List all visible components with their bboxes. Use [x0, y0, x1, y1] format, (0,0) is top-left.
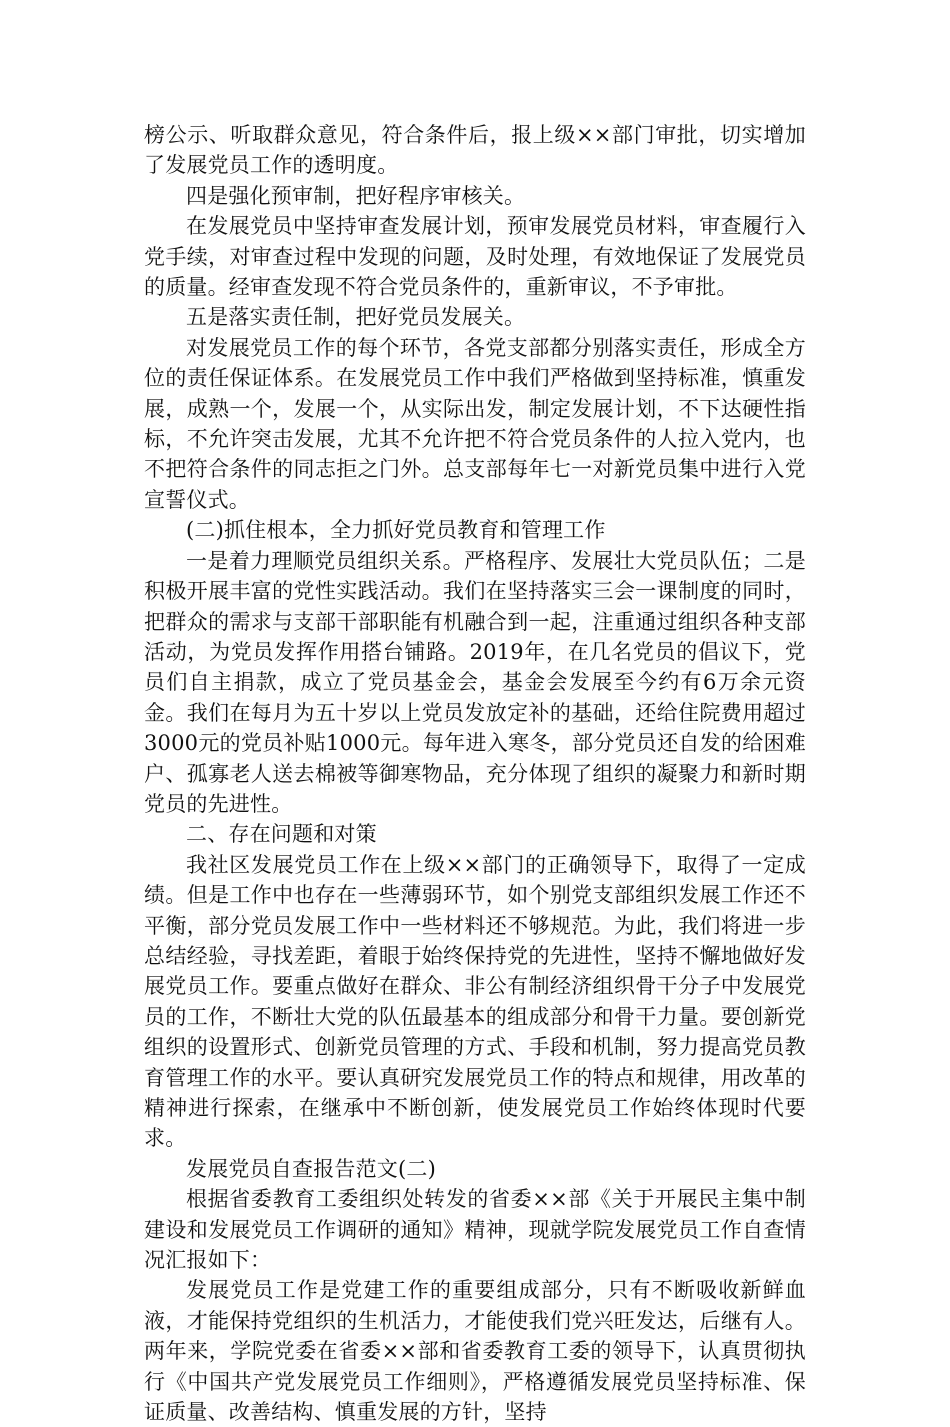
paragraph: 根据省委教育工委组织处转发的省委××部《关于开展民主集中制建设和发展党员工作调研的通知》精神，现就学院发展党员工作自查情况汇报如下： [144, 1187, 806, 1273]
paragraph-heading-responsibility: 五是落实责任制，把好党员发展关。 [186, 305, 526, 330]
paragraph: 我社区发展党员工作在上级××部门的正确领导下，取得了一定成绩。但是工作中也存在一些薄弱环节，如个别党支部组织发展工作还不平衡，部分党员发展工作中一些材料还不够规范。为此，我们将进一步总结经验，寻找差距，着眼于始终保持党的先进性，坚持不懈地做好发展党员工作。要重点做好在群众、非公有制经济组织骨干分子中发展党员的工作，不断壮大党的队伍最基本的组成部分和骨干力量。要创新党组织的设置形式、创新党员管理的方式、手段和机制，努力提高党员教育管理工作的水平。要认真研究发展党员工作的特点和规律，用改革的精神进行探索，在继承中不断创新，使发展党员工作始终体现时代要求。 [144, 852, 806, 1151]
section-heading-education: (二)抓住根本，全力抓好党员教育和管理工作 [186, 518, 606, 543]
paragraph: 对发展党员工作的每个环节，各党支部都分别落实责任，形成全方位的责任保证体系。在发展党员工作中我们严格做到坚持标准，慎重发展，成熟一个，发展一个，从实际出发，制定发展计划，不下达硬性指标，不允许突击发展，尤其不允许把不符合党员条件的人拉入党内，也不把符合条件的同志拒之门外。总支部每年七一对新党员集中进行入党宣誓仪式。 [144, 335, 806, 512]
section-heading-problems: 二、存在问题和对策 [186, 822, 377, 847]
paragraph-heading-review: 四是强化预审制，把好程序审核关。 [186, 183, 526, 208]
paragraph: 在发展党员中坚持审查发展计划，预审发展党员材料，审查履行入党手续，对审查过程中发现的问题，及时处理，有效地保证了发展党员的质量。经审查发现不符合党员条件的，重新审议，不予审批。 [144, 214, 806, 300]
paragraph: 一是着力理顺党员组织关系。严格程序、发展壮大党员队伍；二是积极开展丰富的党性实践活动。我们在坚持落实三会一课制度的同时，把群众的需求与支部干部职能有机融合到一起，注重通过组织各种支部活动，为党员发挥作用搭台铺路。2019年，在几名党员的倡议下，党员们自主捐款，成立了党员基金会，基金会发展至今约有6万余元资金。我们在每月为五十岁以上党员发放定补的基础，还给住院费用超过3000元的党员补贴1000元。每年进入寒冬，部分党员还自发的给困难户、孤寡老人送去棉被等御寒物品，充分体现了组织的凝聚力和新时期党员的先进性。 [144, 548, 806, 816]
document-body [144, 120, 806, 1427]
paragraph: 发展党员工作是党建工作的重要组成部分，只有不断吸收新鲜血液，才能保持党组织的生机活力，才能使我们党兴旺发达，后继有人。两年来，学院党委在省委××部和省委教育工委的领导下，认真贯彻执行《中国共产党发展党员工作细则》，严格遵循发展党员坚持标准、保证质量、改善结构、慎重发展的方针，坚持 [144, 1278, 806, 1425]
paragraph-continued: 榜公示、听取群众意见，符合条件后，报上级××部门审批，切实增加了发展党员工作的透明度。 [144, 123, 806, 178]
report-title: 发展党员自查报告范文(二) [186, 1156, 436, 1181]
